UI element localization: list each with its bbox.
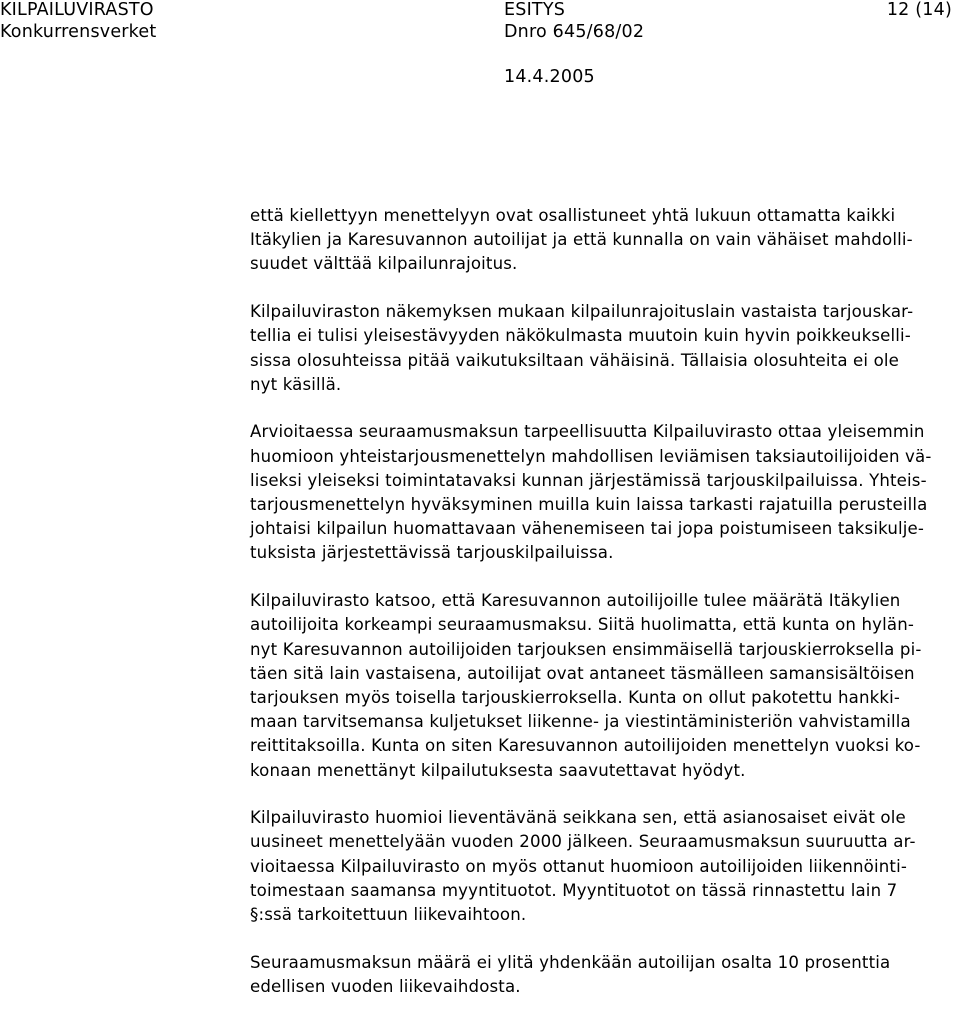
text-line: maan tarvitsemansa kuljetukset liikenne- ja viestintäministeriön vahvistamilla: [250, 712, 911, 732]
text-line: Kilpailuviraston näkemyksen mukaan kilpailunrajoituslain vastaista tarjouskar-: [250, 302, 914, 322]
paragraph: [250, 300, 958, 397]
text-line: Seuraamusmaksun määrä ei ylitä yhdenkään autoilijan osalta 10 prosenttia: [250, 952, 891, 972]
document-number: Dnro 645/68/02: [504, 22, 645, 42]
text-line: nyt käsillä.: [250, 374, 342, 394]
text-line: suudet välttää kilpailunrajoitus.: [250, 254, 518, 274]
text-line: sissa olosuhteissa pitää vaikutuksiltaan vähäisinä. Tällaisia olosuhteita ei ole: [250, 350, 900, 370]
paragraph: [250, 204, 958, 277]
paragraph: [250, 420, 958, 565]
text-line: uusineet menettelyään vuoden 2000 jälkeen. Seuraamusmaksun suuruutta ar-: [250, 832, 916, 852]
text-line: tellia ei tulisi yleisestävyyden näkökulmasta muutoin kuin hyvin poikkeukselli-: [250, 326, 911, 346]
text-line: Itäkylien ja Karesuvannon autoilijat ja että kunnalla on vain vähäiset mahdolli-: [250, 230, 913, 250]
text-line: vioitaessa Kilpailuvirasto on myös ottanut huomioon autoilijoiden liikennöinti-: [250, 856, 907, 876]
text-line: toimestaan saamansa myyntituotot. Myyntituotot on tässä rinnastettu lain 7: [250, 880, 898, 900]
paragraph: [250, 951, 958, 999]
text-line: reittitaksoilla. Kunta on siten Karesuvannon autoilijoiden menettelyn vuoksi ko-: [250, 736, 921, 756]
text-line: huomioon yhteistarjousmenettelyn mahdollisen leviämisen taksiautoilijoiden vä-: [250, 446, 932, 466]
text-line: §:ssä tarkoitettuun liikevaihtoon.: [250, 905, 527, 925]
text-line: Arvioitaessa seuraamusmaksun tarpeellisuutta Kilpailuvirasto ottaa yleisemmin: [250, 422, 925, 442]
text-line: nyt Karesuvannon autoilijoiden tarjouksen ensimmäisellä tarjouskierroksella pi-: [250, 639, 922, 659]
document-body: [250, 204, 958, 1023]
text-line: konaan menettänyt kilpailutuksesta saavutettavat hyödyt.: [250, 760, 746, 780]
text-line: että kiellettyyn menettelyyn ovat osallistuneet yhtä lukuun ottamatta kaikki: [250, 206, 896, 225]
text-line: liseksi yleiseksi toimintatavaksi kunnan järjestämissä tarjouskilpailuissa. Yhteis-: [250, 470, 927, 490]
department-name: Konkurrensverket: [0, 22, 157, 42]
text-line: tuksista järjestettävissä tarjouskilpailuissa.: [250, 543, 614, 563]
text-line: edellisen vuoden liikevaihdosta.: [250, 976, 521, 996]
paragraph: [250, 806, 958, 927]
organization-name: KILPAILUVIRASTO: [0, 0, 154, 20]
text-line: tarjousmenettelyn hyväksyminen muilla kuin laissa tarkasti rajatuilla perusteilla: [250, 495, 928, 515]
paragraph: [250, 589, 958, 783]
page-header: [0, 0, 960, 90]
text-line: johtaisi kilpailun huomattavaan vähenemiseen tai jopa poistumiseen taksikulje-: [250, 519, 925, 539]
text-line: täen sitä lain vastaisena, autoilijat ovat antaneet täsmälleen samansisältöisen: [250, 663, 915, 683]
text-line: autoilijoita korkeampi seuraamusmaksu. Siitä huolimatta, että kunta on hylän-: [250, 615, 915, 635]
page-number: 12 (14): [886, 0, 952, 20]
text-line: Kilpailuvirasto katsoo, että Karesuvannon autoilijoille tulee määrätä Itäkylien: [250, 591, 901, 611]
text-line: Kilpailuvirasto huomioi lieventävänä seikkana sen, että asianosaiset eivät ole: [250, 808, 906, 828]
text-line: tarjouksen myös toisella tarjouskierroksella. Kunta on ollut pakotettu hankki-: [250, 687, 901, 707]
document-date: 14.4.2005: [504, 67, 595, 87]
document-type: ESITYS: [504, 0, 566, 20]
